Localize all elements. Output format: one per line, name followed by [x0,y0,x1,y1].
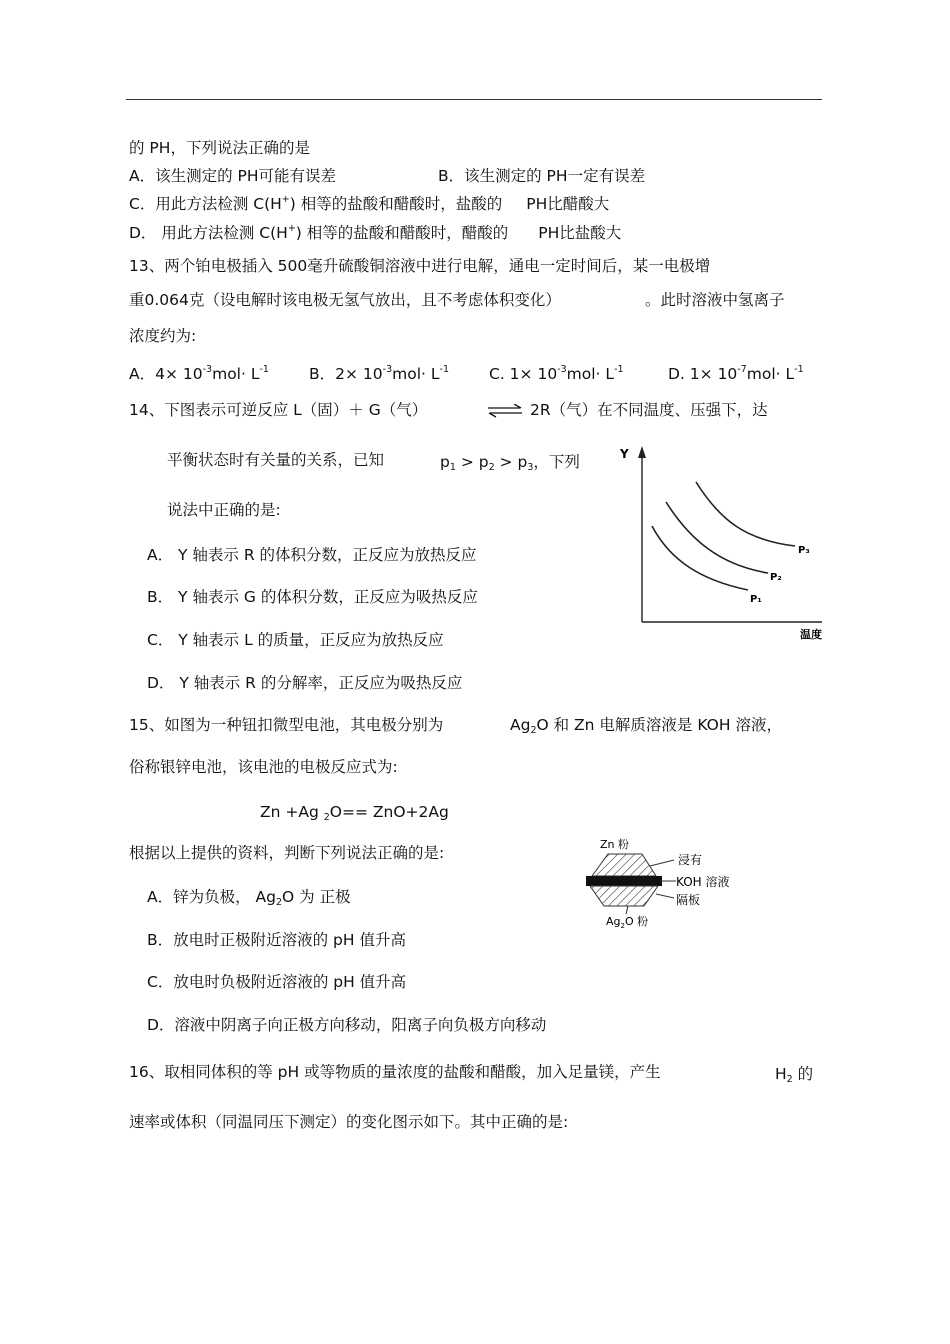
curve-label-p2: P₂ [770,572,782,583]
q13-line-3: 浓度约为: [129,327,197,345]
q14-pressure-temperature-graph [610,440,830,645]
q13-option-c: C. $1\times 10^{-3}mol\cdot L^{-1}$ [489,364,624,383]
intro-text-1: 的 PH [129,139,171,157]
y-axis-arrow-icon [638,446,646,458]
q14-line-2a: 平衡状态时有关量的关系，已知 [167,451,385,469]
q15-line-2: 俗称银锌电池，该电池的电极反应式为: [129,758,398,776]
curve-label-p1: P₁ [750,594,762,605]
q14-option-b: B． Y 轴表示 G 的体积分数，正反应为吸热反应 [147,588,478,606]
q14-option-d: D． Y 轴表示 R 的分解率，正反应为吸热反应 [147,674,463,692]
q14-option-a: A． Y 轴表示 R 的体积分数，正反应为放热反应 [147,546,477,564]
curve-label-p3: P₃ [798,545,810,556]
q12-option-a: A．该生测定的 PH可能有误差 [129,167,337,185]
q14-line-1b: 2R（气）在不同温度、压强下，达 [530,401,768,419]
intro-line [129,138,310,158]
zn-powder-label: Zn 粉 [600,838,630,851]
q13-option-b: B．$2\times 10^{-3}mol\cdot L^{-1}$ [309,364,449,383]
q15-option-d: D．溶液中阴离子向正极方向移动，阳离子向负极方向移动 [147,1016,547,1034]
q15-option-c: C．放电时负极附近溶液的 pH 值升高 [147,973,407,991]
q15-option-a: A．锌为负极， $Ag_2O$ 为 正极 [147,888,351,908]
q13-line-2b: 。此时溶液中氢离子 [645,291,785,309]
q12-option-d: D． 用此方法检测 C(H+) 相等的盐酸和醋酸时，醋酸的 PH比盐酸大 [129,223,622,242]
q15-line-3: 根据以上提供的资料，判断下列说法正确的是: [129,844,445,862]
curve-p1 [652,526,748,590]
separator-label: 隔板 [676,893,701,907]
q14-line-3: 说法中正确的是: [167,501,281,519]
q15-line-1b: $Ag_2O$ 和 Zn 电解质溶液是 KOH 溶液， [510,716,782,736]
header-rule [126,99,822,100]
q14-option-c: C． Y 轴表示 L 的质量，正反应为放热反应 [147,631,444,649]
koh-solution-label: KOH 溶液 [676,875,730,889]
q13-line-1: 13、两个铂电极插入 500毫升硫酸铜溶液中进行电解，通电一定时间后，某一电极增 [129,257,711,275]
ag2o-powder-layer [590,886,658,906]
q15-option-b: B．放电时正极附近溶液的 pH 值升高 [147,931,406,949]
separator-layer [586,876,662,886]
q14-line-1a: 14、下图表示可逆反应 L（固）＋ G（气） [129,401,428,419]
equilibrium-arrow-icon [486,404,524,418]
q12-option-b: B．该生测定的 PH一定有误差 [438,167,646,185]
q14-pressure-relation: $p_1 > p_2 > p_3$，下列 [440,453,580,473]
q13-line-2a: 重0.064克（设电解时该电极无氢气放出，且不考虑体积变化） [129,291,561,309]
soak-label: 浸有 [678,853,703,867]
q16-line-1a: 16、取相同体积的等 pH 或等物质的量浓度的盐酸和醋酸，加入足量镁，产生 [129,1063,661,1081]
q13-option-d: D. $1\times 10^{-7}mol\cdot L^{-1}$ [668,364,804,383]
q13-option-a: A．$4\times 10^{-3}mol\cdot L^{-1}$ [129,364,269,383]
q12-option-c: C．用此方法检测 C(H+) 相等的盐酸和醋酸时，盐酸的 PH比醋酸大 [129,194,610,213]
button-battery-diagram [580,832,760,932]
ag2o-powder-label: $Ag_2O$ 粉 [606,915,649,930]
q16-line-2: 速率或体积（同温同压下测定）的变化图示如下。其中正确的是: [129,1113,569,1131]
curve-p3 [696,482,795,546]
intro-text-2: ，下列说法正确的是 [170,139,310,157]
x-axis-label: 温度 [800,628,822,641]
q15-equation: Zn +Ag $_2$O== ZnO+2Ag [260,803,449,823]
q15-line-1a: 15、如图为一种钮扣微型电池，其电极分别为 [129,716,444,734]
q16-h2: $H_2$ 的 [775,1065,814,1085]
y-axis-label: Y [620,447,629,461]
zn-powder-layer [592,854,656,876]
